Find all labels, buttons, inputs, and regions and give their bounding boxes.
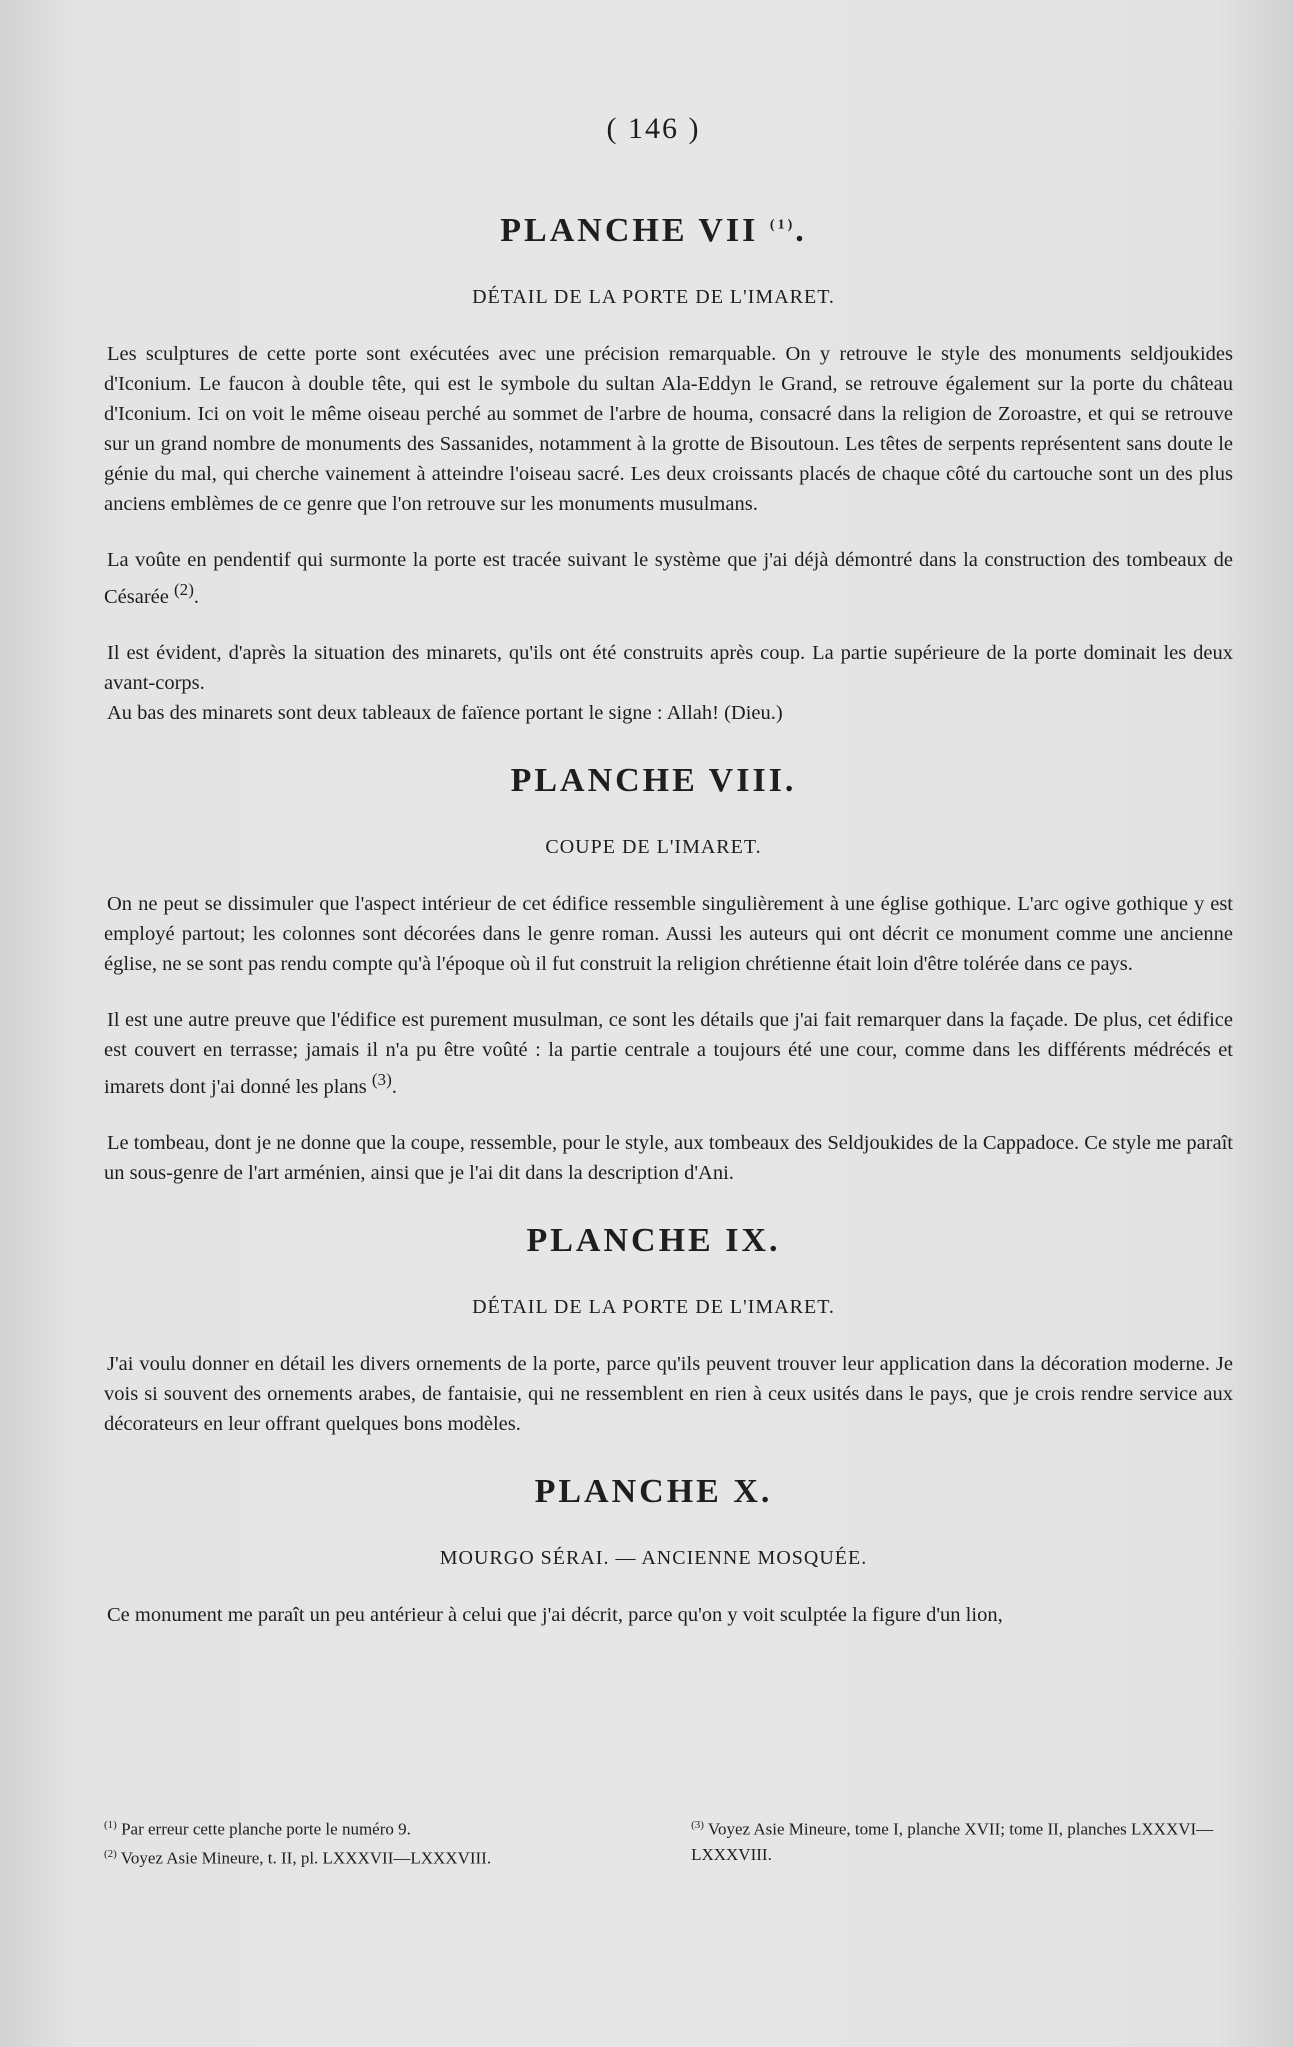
plate-heading: PLANCHE X.	[534, 1472, 773, 1510]
plate-heading: PLANCHE VII $^{(1)}$.	[500, 212, 807, 249]
paragraph: Il est évident, d'après la situation des minarets, qu'ils ont été construits après coup. La partie supérieure de la porte dominait les deux avant-corps.	[104, 641, 1233, 694]
plate-subtitle: DÉTAIL DE LA PORTE DE L'IMARET.	[472, 1295, 835, 1318]
plate-x-section	[104, 1473, 1233, 1630]
plate-subtitle: COUPE DE L'IMARET.	[545, 835, 762, 858]
footnotes-right	[691, 1813, 1233, 1870]
plate-subtitle: MOURGO SÉRAI. — ANCIENNE MOSQUÉE.	[439, 1546, 868, 1569]
paragraph: On ne peut se dissimuler que l'aspect intérieur de cet édifice ressemble singulièrement à une église gothique. L'arc ogive gothique y est employé partout; les colonnes sont décorées dans le genre roman. Aussi les auteurs qui ont décrit ce monument comme une ancienne église, ne se sont pas rendu compte qu'à l'époque où il fut construit la religion chrétienne était loin d'être tolérée dans ce pays.	[104, 892, 1233, 975]
plate-heading: PLANCHE VIII.	[510, 761, 797, 799]
plate-heading: PLANCHE IX.	[526, 1221, 781, 1259]
footnote: $^{(1)}$ Par erreur cette planche porte le numéro 9.	[104, 1819, 411, 1839]
footnote-ref: (1)	[769, 217, 796, 233]
footnote-ref: (2)	[174, 580, 194, 599]
paragraph: Ce monument me paraît un peu antérieur à celui que j'ai décrit, parce qu'on y voit sculptée la figure d'un lion,	[107, 1603, 1003, 1626]
footnotes	[104, 1813, 1233, 1870]
footnote: $^{(2)}$ Voyez Asie Mineure, t. II, pl. LXXXVII—LXXXVIII.	[104, 1847, 492, 1868]
paragraph: Les sculptures de cette porte sont exécutées avec une précision remarquable. On y retrouve le style des monuments seldjoukides d'Iconium. Le faucon à double tête, qui est le symbole du sultan Ala-Eddyn le Grand, se retrouve également sur la porte du château d'Iconium. Ici on voit le même oiseau perché au sommet de l'arbre de houma, consacré dans la religion de Zoroastre, et qui se retrouve sur un grand nombre de monuments des Sassanides, notamment à la grotte de Bisoutoun. Les têtes de serpents représentent sans doute le génie du mal, qui cherche vainement à atteindre l'oiseau sacré. Les deux croissants placés de chaque côté du cartouche sont un des plus anciens emblèmes de ce genre que l'on retrouve sur les monuments musulmans.	[104, 343, 1233, 515]
footnote-ref: (3)	[371, 1069, 392, 1089]
paragraph: Le tombeau, dont je ne donne que la coupe, ressemble, pour le style, aux tombeaux des Seldjoukides de la Cappadoce. Ce style me paraît un sous-genre de l'art arménien, ainsi que je l'ai dit dans la description d'Ani.	[104, 1131, 1233, 1184]
plate-viii-section	[104, 762, 1233, 1188]
paragraph: La voûte en pendentif qui surmonte la porte est tracée suivant le système que j'ai déjà démontré dans la construction des tombeaux de Césarée $^{(2)}$.	[104, 549, 1233, 608]
paragraph: Au bas des minarets sont deux tableaux de faïence portant le signe : Allah! (Dieu.)	[107, 701, 783, 724]
plate-subtitle: DÉTAIL DE LA PORTE DE L'IMARET.	[472, 286, 835, 308]
paragraph: Il est une autre preuve que l'édifice est purement musulman, ce sont les détails que j'ai fait remarquer dans la façade. De plus, cet édifice est couvert en terrasse; jamais il n'a pu être voûté : la partie centrale a toujours été une cour, comme dans les différents médrécés et imarets dont j'ai donné les plans $^{(3)}$.	[104, 1008, 1233, 1098]
page-number: ( 146 )	[606, 112, 701, 145]
footnotes-left	[104, 1813, 646, 1870]
plate-ix-section	[104, 1222, 1233, 1439]
paragraph: J'ai voulu donner en détail les divers ornements de la porte, parce qu'ils peuvent trouver leur application dans la décoration moderne. Je vois si souvent des ornements arabes, de fantaisie, qui ne ressemblent en rien à ceux usités dans le pays, que je crois rendre service aux décorateurs en leur offrant quelques bons modèles.	[104, 1352, 1233, 1435]
plate-vii-section	[104, 212, 1233, 728]
footnote: $^{(3)}$ Voyez Asie Mineure, tome I, planche XVII; tome II, planches LXXXVI—LXXXVIII.	[691, 1819, 1214, 1864]
